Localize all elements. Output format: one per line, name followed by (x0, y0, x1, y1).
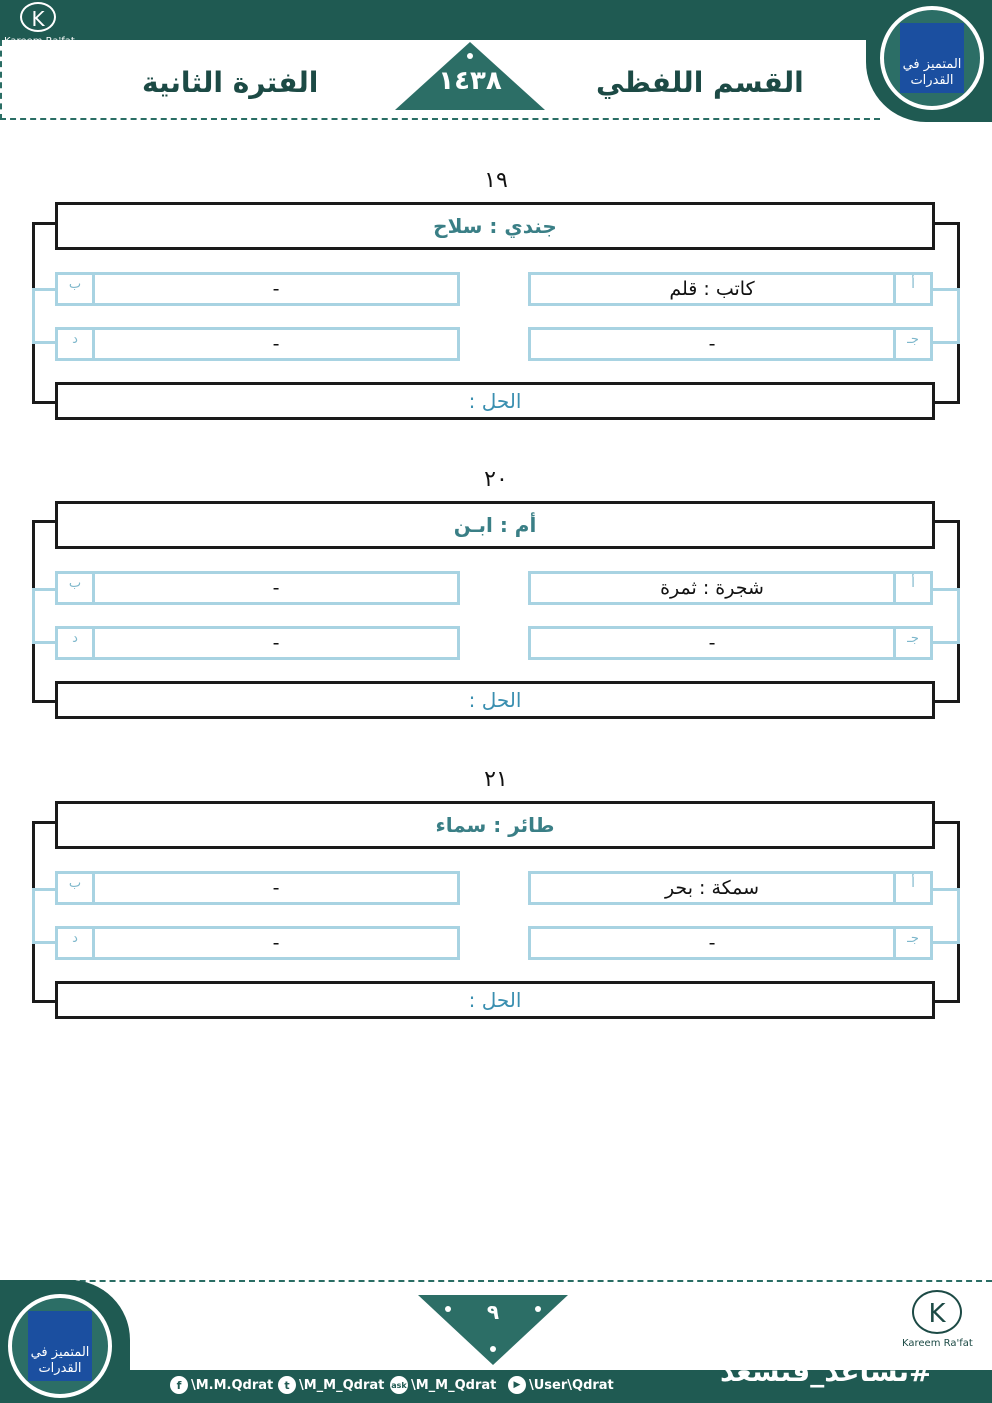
option-a[interactable] (528, 272, 933, 306)
option-b[interactable] (55, 272, 460, 306)
option-d-text: - (272, 632, 280, 654)
option-a-text: كاتب : قلم (669, 278, 755, 300)
option-c-letter: جـ (893, 629, 930, 657)
option-d-text: - (272, 932, 280, 954)
social-handle: \M_M_Qdrat (411, 1377, 497, 1393)
ask-icon: ask (390, 1376, 408, 1394)
option-d[interactable] (55, 327, 460, 361)
option-b[interactable] (55, 871, 460, 905)
question-stem: جندي : سلاح (55, 202, 935, 250)
option-c-text: - (708, 932, 716, 954)
year-label: ١٤٣٨ (438, 66, 502, 96)
solution-field[interactable]: الحل : (55, 981, 935, 1019)
option-c-text: - (708, 632, 716, 654)
option-c[interactable] (528, 926, 933, 960)
option-d[interactable] (55, 626, 460, 660)
youtube-icon: ▶ (508, 1376, 526, 1394)
option-a-text: سمكة : بحر (664, 877, 760, 899)
social-youtube[interactable] (508, 1376, 614, 1394)
question-number: ٢٠ (484, 467, 508, 492)
option-d-text: - (272, 333, 280, 355)
option-c[interactable] (528, 327, 933, 361)
option-b-letter: ب (58, 275, 95, 303)
qudrat-logo (866, 0, 992, 122)
page-number: ٩ (486, 1300, 500, 1324)
header-band (0, 0, 992, 40)
option-b-text: - (272, 278, 280, 300)
brand-name: Kareem Ra'fat (902, 1338, 973, 1349)
social-handle: \User\Qdrat (529, 1377, 614, 1393)
question-number: ١٩ (484, 168, 508, 193)
option-a[interactable] (528, 571, 933, 605)
question-number: ٢١ (484, 767, 508, 792)
brand-k-logo: K (20, 2, 56, 32)
option-a-text: شجرة : ثمرة (660, 577, 764, 599)
social-twitter[interactable] (278, 1376, 384, 1394)
facebook-icon: f (170, 1376, 188, 1394)
social-handle: \M.M.Qdrat (191, 1377, 274, 1393)
option-b[interactable] (55, 571, 460, 605)
options-bracket-right (932, 588, 960, 644)
brand-k-logo: K (912, 1290, 962, 1334)
hashtag: #نساعد_فنسعد (720, 1355, 933, 1388)
book-icon: المتميز في القدرات (900, 23, 964, 93)
option-a-letter: أ (893, 574, 930, 602)
options-bracket-right (932, 288, 960, 344)
solution-field[interactable]: الحل : (55, 382, 935, 420)
period-title: الفترة الثانية (142, 66, 319, 99)
option-c-text: - (708, 333, 716, 355)
option-b-letter: ب (58, 874, 95, 902)
option-b-text: - (272, 877, 280, 899)
option-a[interactable] (528, 871, 933, 905)
option-a-letter: أ (893, 275, 930, 303)
qudrat-logo (0, 1280, 130, 1403)
option-d-letter: د (58, 929, 95, 957)
section-title: القسم اللفظي (596, 66, 804, 99)
question-stem: طائر : سماء (55, 801, 935, 849)
option-d[interactable] (55, 926, 460, 960)
question-stem: أم : ابـن (55, 501, 935, 549)
book-icon: المتميز في القدرات (28, 1311, 92, 1381)
social-facebook[interactable] (170, 1376, 273, 1394)
option-b-text: - (272, 577, 280, 599)
option-c[interactable] (528, 626, 933, 660)
social-handle: \M_M_Qdrat (299, 1377, 385, 1393)
option-a-letter: أ (893, 874, 930, 902)
options-bracket-right (932, 888, 960, 944)
twitter-icon: t (278, 1376, 296, 1394)
social-ask[interactable] (390, 1376, 496, 1394)
option-c-letter: جـ (893, 929, 930, 957)
option-c-letter: جـ (893, 330, 930, 358)
option-d-letter: د (58, 330, 95, 358)
solution-field[interactable]: الحل : (55, 681, 935, 719)
option-b-letter: ب (58, 574, 95, 602)
option-d-letter: د (58, 629, 95, 657)
